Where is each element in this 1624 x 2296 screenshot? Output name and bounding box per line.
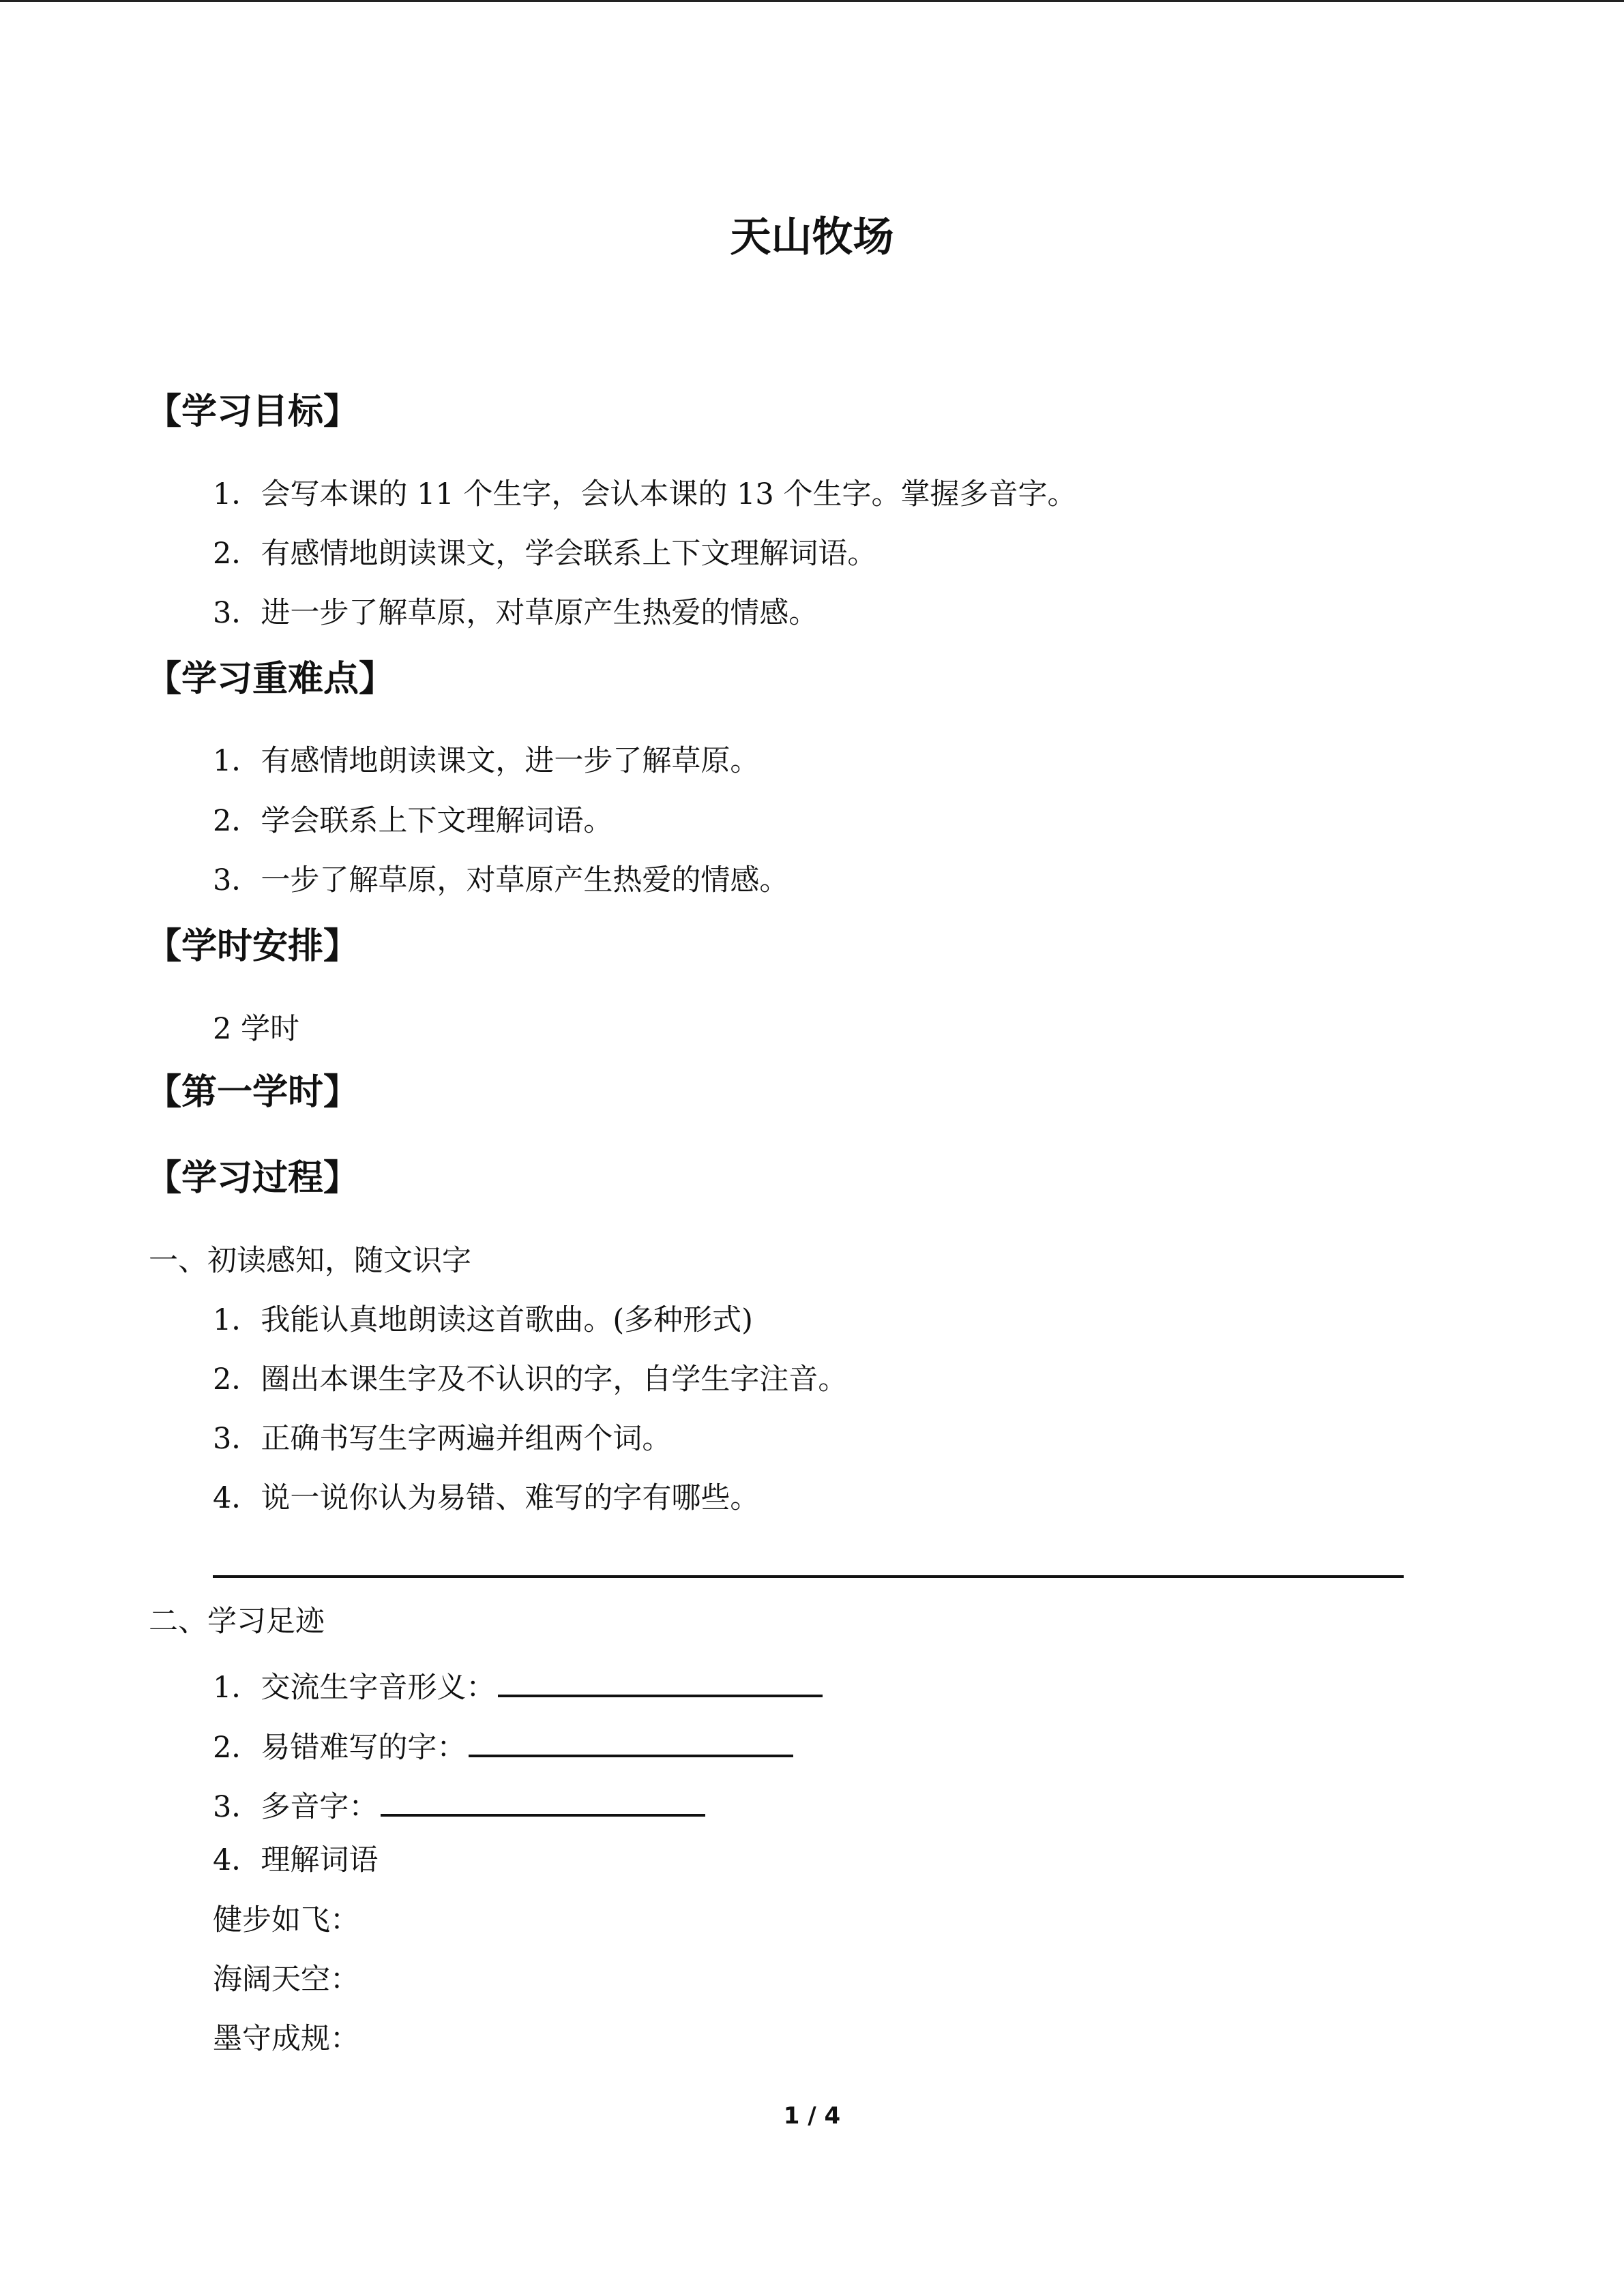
blank-line-1 [498, 1667, 823, 1697]
part1-title: 一、初读感知，随文识字 [149, 1244, 471, 1278]
part2-title: 二、学习足迹 [149, 1605, 325, 1639]
part1-item-2: 2．圈出本课生字及不认识的字，自学生字注音。 [213, 1362, 848, 1397]
part2-item-2-label: 2．易错难写的字： [213, 1731, 467, 1765]
answer-line [213, 1575, 1404, 1578]
part2-item-4: 4．理解词语 [213, 1843, 379, 1877]
heading-schedule: 【学时安排】 [146, 926, 359, 967]
heading-goals: 【学习目标】 [146, 391, 359, 432]
word-1: 健步如飞： [213, 1903, 359, 1937]
heading-process: 【学习过程】 [146, 1158, 359, 1199]
part1-item-3: 3．正确书写生字两遍并组两个词。 [213, 1422, 672, 1456]
part2-item-1 [213, 1667, 823, 1703]
heading-first-period: 【第一学时】 [146, 1072, 359, 1113]
goal-item-3: 3．进一步了解草原，对草原产生热爱的情感。 [213, 596, 818, 630]
keypoint-item-3: 3．一步了解草原，对草原产生热爱的情感。 [213, 863, 789, 897]
goal-item-1: 1．会写本课的 11 个生字，会认本课的 13 个生字。掌握多音字。 [213, 477, 1077, 511]
goal-item-2: 2．有感情地朗读课文，学会联系上下文理解词语。 [213, 537, 877, 571]
word-3: 墨守成规： [213, 2022, 359, 2056]
schedule-text: 2 学时 [213, 1012, 300, 1046]
part2-item-3 [213, 1787, 705, 1822]
page-number: 1 / 4 [783, 2102, 841, 2130]
top-border [0, 0, 1624, 2]
keypoint-item-2: 2．学会联系上下文理解词语。 [213, 804, 613, 838]
part1-item-1: 1．我能认真地朗读这首歌曲。(多种形式) [213, 1303, 753, 1337]
keypoint-item-1: 1．有感情地朗读课文，进一步了解草原。 [213, 744, 760, 778]
part2-item-2 [213, 1727, 793, 1763]
part2-item-3-label: 3．多音字： [213, 1790, 379, 1824]
word-2: 海阔天空： [213, 1963, 359, 1997]
part2-item-1-label: 1．交流生字音形义： [213, 1671, 496, 1705]
blank-line-3 [381, 1787, 705, 1817]
page-title: 天山牧场 [730, 213, 894, 261]
heading-keypoints: 【学习重难点】 [146, 659, 395, 700]
blank-line-2 [469, 1727, 793, 1757]
part1-item-4: 4．说一说你认为易错、难写的字有哪些。 [213, 1481, 760, 1515]
